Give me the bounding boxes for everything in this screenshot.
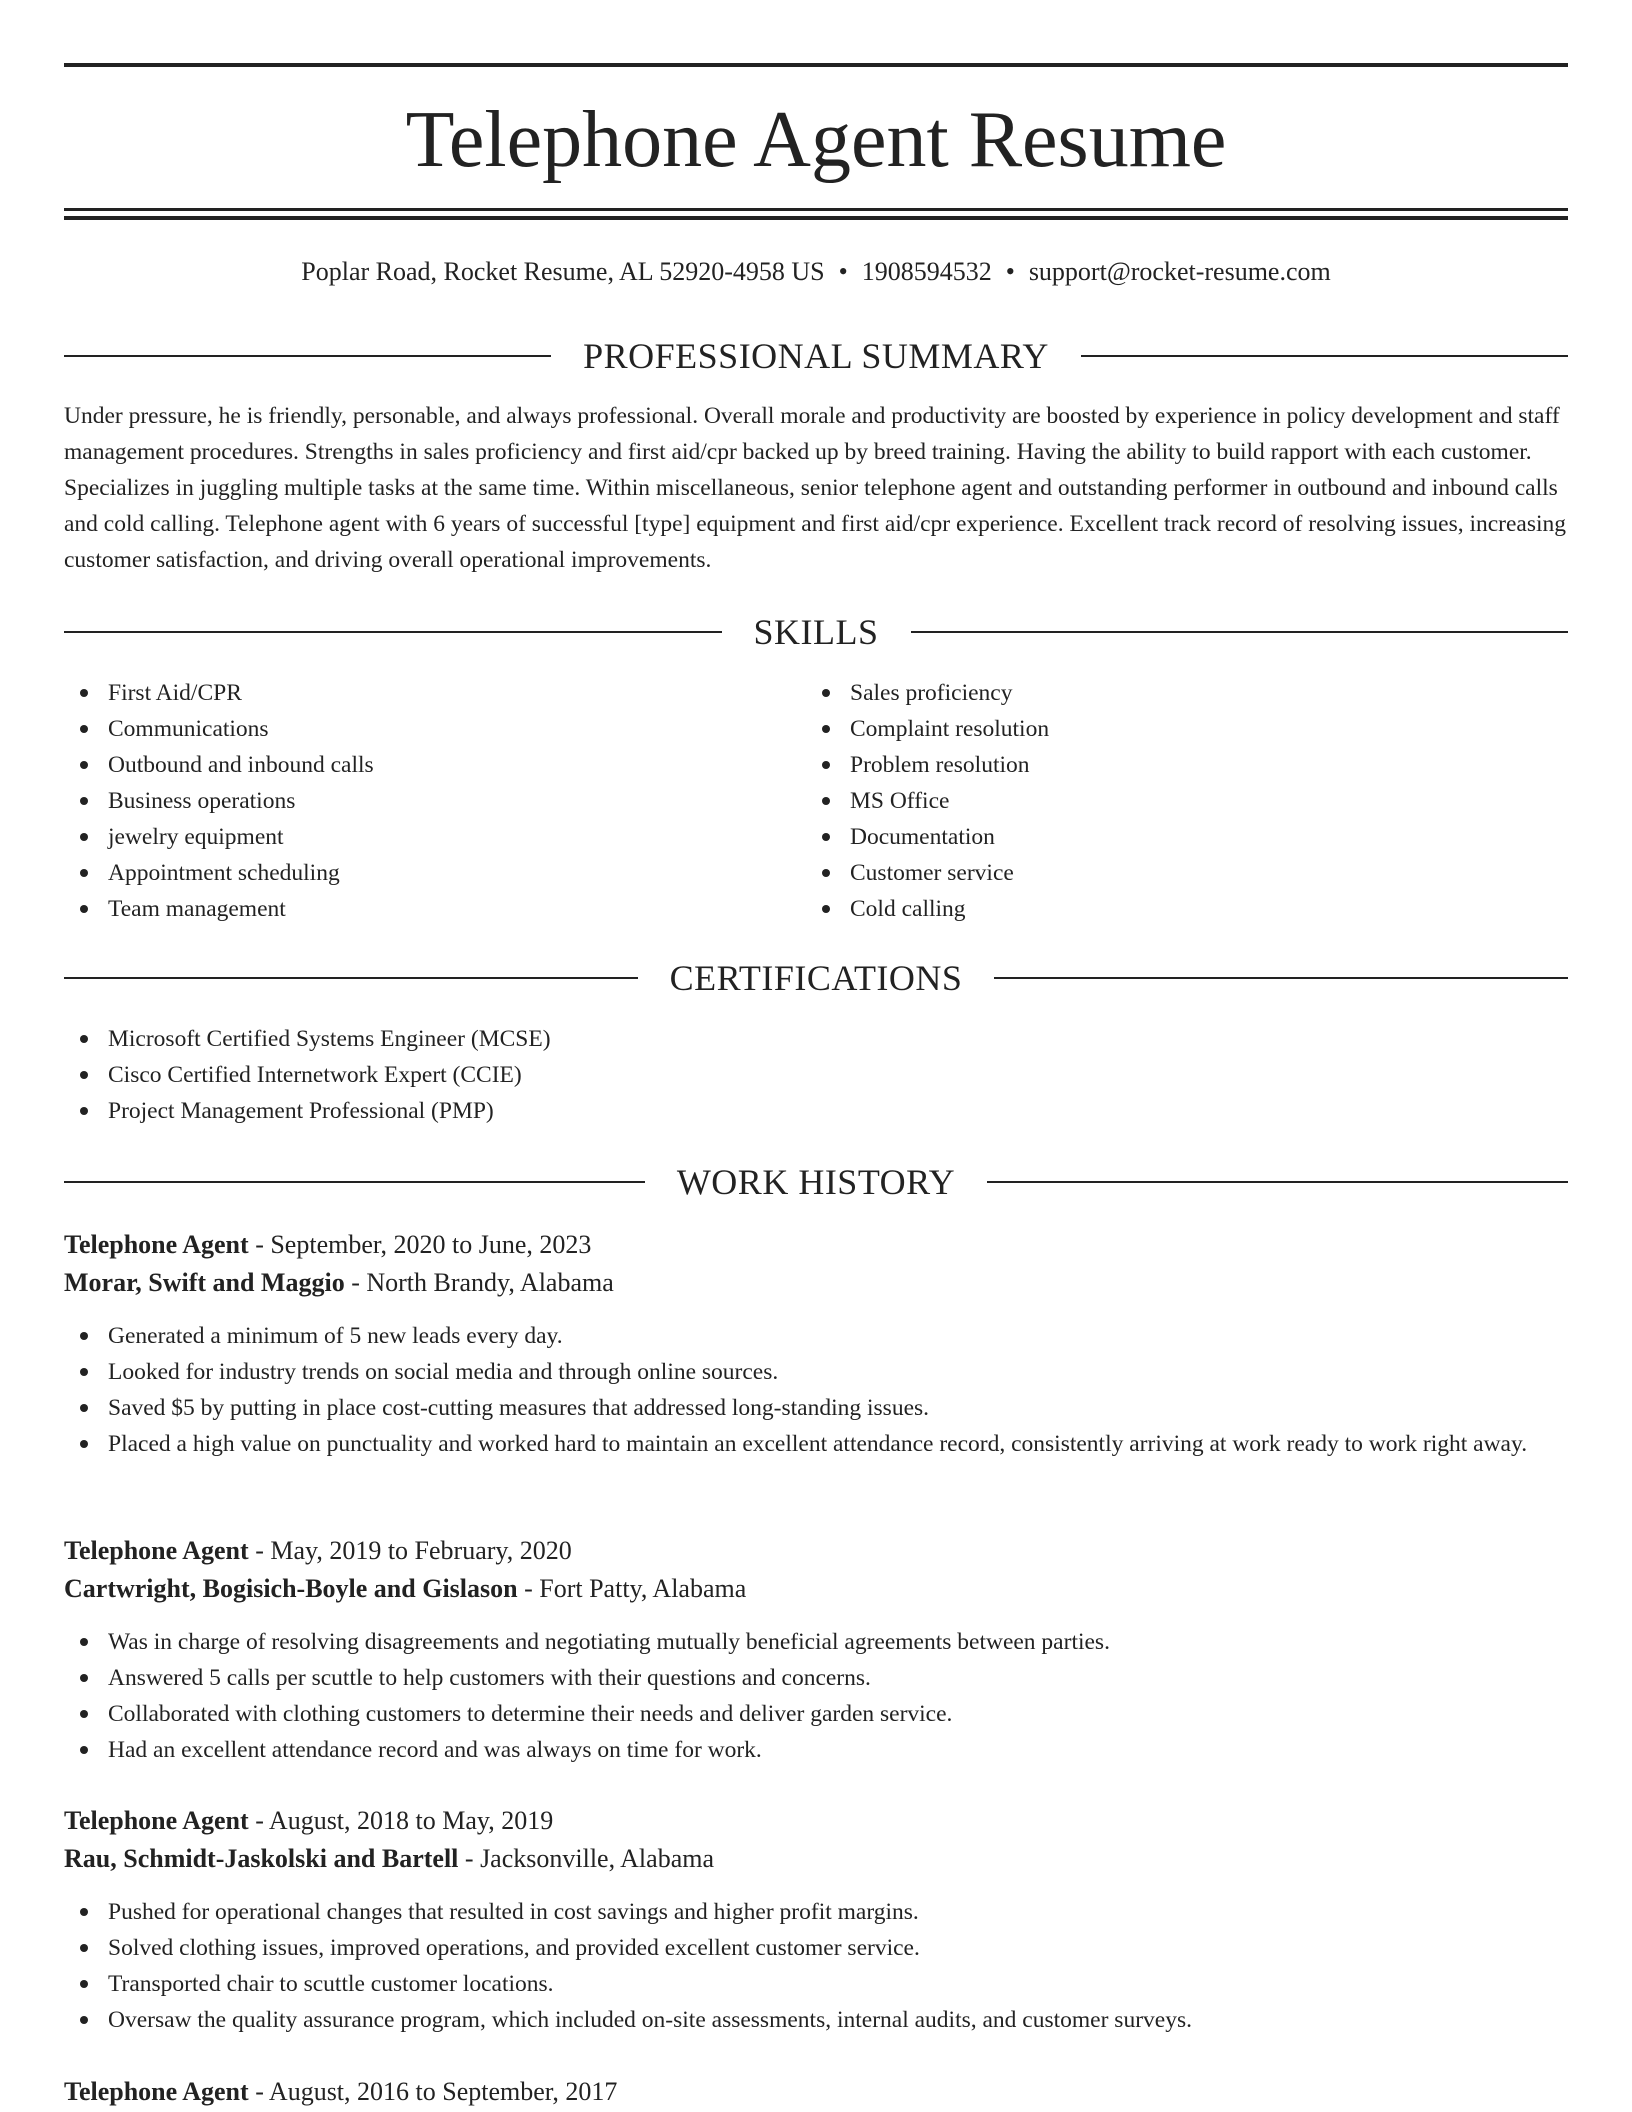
- header-top-rule: [64, 63, 1568, 67]
- skills-list-left: [64, 675, 764, 927]
- job-title-line: [64, 2073, 1568, 2111]
- section-rule-right: [911, 631, 1569, 633]
- certifications-section-header: [64, 956, 1568, 1000]
- skill-item: Problem resolution: [806, 747, 1506, 783]
- skill-item: Sales proficiency: [806, 675, 1506, 711]
- contact-phone: 1908594532: [861, 257, 992, 286]
- job-duties-list: [64, 1894, 1568, 2038]
- certifications-list: [64, 1021, 1264, 1129]
- job-company-line: [64, 1570, 1568, 1608]
- skill-item: Team management: [64, 891, 764, 927]
- certification-item: Microsoft Certified Systems Engineer (MCSE): [64, 1021, 1264, 1057]
- skill-item: Customer service: [806, 855, 1506, 891]
- skill-item: Business operations: [64, 783, 764, 819]
- job-duty: Transported chair to scuttle customer locations.: [64, 1966, 1568, 2002]
- job-dates: - August, 2018 to May, 2019: [248, 1806, 554, 1835]
- skill-item: MS Office: [806, 783, 1506, 819]
- skill-item: First Aid/CPR: [64, 675, 764, 711]
- job-duty: Generated a minimum of 5 new leads every day.: [64, 1318, 1568, 1354]
- header-double-rule-upper: [64, 208, 1568, 211]
- job-duty: Solved clothing issues, improved operations, and provided excellent customer service.: [64, 1930, 1568, 1966]
- skill-item: jewelry equipment: [64, 819, 764, 855]
- job-duties-list: [64, 1624, 1568, 1768]
- section-rule-right: [994, 977, 1568, 979]
- work-history-section-header: [64, 1160, 1568, 1204]
- job-duty: Answered 5 calls per scuttle to help customers with their questions and concerns.: [64, 1660, 1568, 1696]
- job-dates: - May, 2019 to February, 2020: [248, 1536, 572, 1565]
- job-title: Telephone Agent: [64, 1536, 249, 1565]
- job-dates: - August, 2016 to September, 2017: [248, 2077, 618, 2106]
- job-duty: Pushed for operational changes that resulted in cost savings and higher profit margins.: [64, 1894, 1568, 1930]
- job-duty: Had an excellent attendance record and was always on time for work.: [64, 1732, 1568, 1768]
- job-entry: [64, 1532, 1568, 1768]
- job-title-line: [64, 1226, 1568, 1264]
- section-rule-left: [64, 631, 722, 633]
- contact-email: support@rocket-resume.com: [1028, 257, 1331, 286]
- header-double-rule-lower: [64, 216, 1568, 220]
- skill-item: Complaint resolution: [806, 711, 1506, 747]
- skill-item: Outbound and inbound calls: [64, 747, 764, 783]
- job-duty: Looked for industry trends on social media and through online sources.: [64, 1354, 1568, 1390]
- job-location: - Jacksonville, Alabama: [458, 1844, 715, 1873]
- skill-item: Documentation: [806, 819, 1506, 855]
- job-entry: [64, 1226, 1568, 1462]
- summary-section-header: [64, 334, 1568, 378]
- job-location: - North Brandy, Alabama: [344, 1268, 614, 1297]
- job-duties-list: [64, 1318, 1568, 1462]
- job-entry: [64, 1802, 1568, 2038]
- section-rule-right: [987, 1181, 1568, 1183]
- job-title-line: [64, 1532, 1568, 1570]
- summary-text: Under pressure, he is friendly, personable, and always professional. Overall morale and productivity are boosted by experience in policy development and staff management procedures. Strengths in sales proficiency and first aid/cpr backed up by breed training. Having the ability to build rapport with each customer. Specializes in juggling multiple tasks at the same time. Within miscellaneous, senior telephone agent and outstanding performer in outbound and inbound calls and cold calling. Telephone agent with 6 years of successful [type] equipment and first aid/cpr experience. Excellent track record of resolving issues, increasing customer satisfaction, and driving overall operational improvements.: [64, 403, 1567, 573]
- resume-title: Telephone Agent Resume: [405, 96, 1227, 184]
- job-entry: [64, 2073, 1568, 2111]
- skills-section-header: [64, 610, 1568, 654]
- contact-separator: •: [838, 257, 848, 286]
- job-title: Telephone Agent: [64, 1230, 249, 1259]
- contact-line: [64, 254, 1568, 290]
- job-duty: Saved $5 by putting in place cost-cutting measures that addressed long-standing issues.: [64, 1390, 1568, 1426]
- job-title-line: [64, 1802, 1568, 1840]
- job-duty: Placed a high value on punctuality and worked hard to maintain an excellent attendance record, consistently arriving at work ready to work right away.: [64, 1426, 1568, 1462]
- certification-item: Cisco Certified Internetwork Expert (CCIE): [64, 1057, 1264, 1093]
- section-rule-left: [64, 1181, 645, 1183]
- job-company-line: [64, 1264, 1568, 1302]
- job-company: Cartwright, Bogisich-Boyle and Gislason: [64, 1574, 518, 1603]
- skill-item: Communications: [64, 711, 764, 747]
- skill-item: Cold calling: [806, 891, 1506, 927]
- work-history-heading: WORK HISTORY: [676, 1162, 956, 1202]
- skills-list-right: [806, 675, 1506, 927]
- contact-separator: •: [1005, 257, 1015, 286]
- job-duty: Was in charge of resolving disagreements and negotiating mutually beneficial agreements between parties.: [64, 1624, 1568, 1660]
- skills-heading: SKILLS: [753, 612, 879, 652]
- job-duty: Collaborated with clothing customers to determine their needs and deliver garden service.: [64, 1696, 1568, 1732]
- section-rule-left: [64, 977, 638, 979]
- section-rule-left: [64, 355, 551, 357]
- job-location: - Fort Patty, Alabama: [517, 1574, 747, 1603]
- summary-heading: PROFESSIONAL SUMMARY: [583, 336, 1049, 376]
- job-title: Telephone Agent: [64, 1806, 249, 1835]
- certification-item: Project Management Professional (PMP): [64, 1093, 1264, 1129]
- job-company: Morar, Swift and Maggio: [64, 1268, 345, 1297]
- job-dates: - September, 2020 to June, 2023: [248, 1230, 592, 1259]
- job-duty: Oversaw the quality assurance program, which included on-site assessments, internal audits, and customer surveys.: [64, 2002, 1568, 2038]
- certifications-heading: CERTIFICATIONS: [669, 958, 963, 998]
- job-company-line: [64, 1840, 1568, 1878]
- job-title: Telephone Agent: [64, 2077, 249, 2106]
- contact-address: Poplar Road, Rocket Resume, AL 52920-4958 US: [301, 257, 825, 286]
- job-company: Rau, Schmidt-Jaskolski and Bartell: [64, 1844, 459, 1873]
- skill-item: Appointment scheduling: [64, 855, 764, 891]
- section-rule-right: [1081, 355, 1568, 357]
